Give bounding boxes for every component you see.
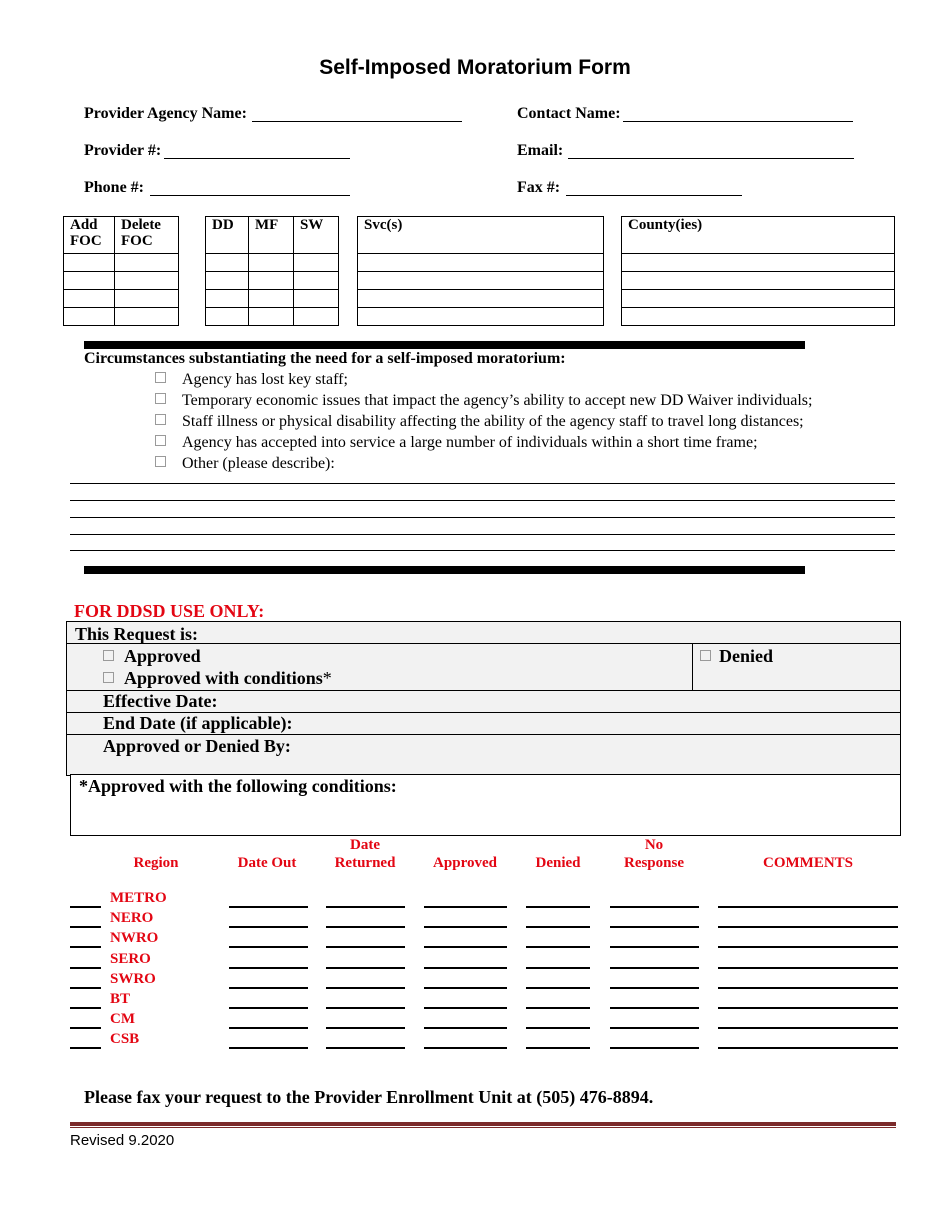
revision-date: Revised 9.2020	[70, 1132, 175, 1149]
table-cell[interactable]	[358, 254, 604, 272]
approved-option[interactable]	[103, 646, 201, 667]
table-cell[interactable]	[293, 272, 338, 290]
routing-entry-line[interactable]	[424, 906, 507, 908]
table-cell[interactable]	[206, 272, 249, 290]
routing-entry-line[interactable]	[326, 1047, 405, 1049]
phone-label: Phone #:	[84, 179, 144, 196]
routing-entry-line[interactable]	[718, 967, 898, 969]
waiver-table	[205, 216, 339, 326]
region-check-line[interactable]	[70, 1007, 101, 1009]
approved-by-label: Approved or Denied By:	[103, 736, 291, 756]
routing-entry-line[interactable]	[229, 1047, 308, 1049]
checkbox-label: Staff illness or physical disability affecting the ability of the agency staff to travel long distances;	[182, 413, 804, 430]
fax-field[interactable]	[566, 195, 742, 196]
region-name: METRO	[110, 890, 167, 906]
routing-entry-line[interactable]	[718, 1047, 898, 1049]
routing-entry-line[interactable]	[610, 1047, 699, 1049]
checkbox-other[interactable]	[155, 455, 335, 473]
table-cell[interactable]	[248, 290, 293, 308]
header-approved: Approved	[433, 855, 497, 871]
table-cell[interactable]	[115, 308, 179, 326]
routing-entry-line[interactable]	[424, 987, 507, 989]
routing-entry-line[interactable]	[718, 1027, 898, 1029]
checkbox-large-intake[interactable]	[155, 434, 758, 452]
checkbox-lost-staff[interactable]	[155, 371, 348, 389]
describe-line[interactable]	[70, 550, 895, 551]
section-divider	[84, 566, 805, 574]
describe-line[interactable]	[70, 534, 895, 535]
region-check-line[interactable]	[70, 987, 101, 989]
page-title: Self-Imposed Moratorium Form	[319, 56, 631, 79]
circumstances-title: Circumstances substantiating the need for a self-imposed moratorium:	[84, 350, 566, 367]
checkbox-label: Agency has accepted into service a large number of individuals within a short time frame;	[182, 434, 758, 451]
routing-entry-line[interactable]	[326, 967, 405, 969]
table-cell[interactable]	[358, 290, 604, 308]
header-comments: COMMENTS	[763, 855, 853, 871]
checkbox-icon	[155, 456, 166, 467]
routing-entry-line[interactable]	[229, 967, 308, 969]
routing-entry-line[interactable]	[610, 906, 699, 908]
foc-table	[63, 216, 179, 326]
routing-entry-line[interactable]	[229, 946, 308, 948]
row-divider	[67, 734, 900, 735]
provider-number-label: Provider #:	[84, 142, 162, 159]
end-date-label: End Date (if applicable):	[103, 713, 293, 733]
checkbox-illness[interactable]	[155, 413, 804, 431]
county-table	[621, 216, 895, 326]
describe-line[interactable]	[70, 483, 895, 484]
table-cell[interactable]	[622, 272, 895, 290]
region-name: SWRO	[110, 970, 156, 987]
table-cell[interactable]	[206, 254, 249, 272]
region-check-line[interactable]	[70, 967, 101, 969]
mf-header: MF	[248, 217, 293, 254]
header-no-response: No Response	[623, 837, 684, 871]
routing-entry-line[interactable]	[718, 946, 898, 948]
region-name: SERO	[110, 950, 151, 967]
svc-header: Svc(s)	[358, 217, 604, 254]
routing-entry-line[interactable]	[526, 967, 590, 969]
table-cell[interactable]	[622, 254, 895, 272]
routing-entry-line[interactable]	[718, 1007, 898, 1009]
routing-entry-line[interactable]	[526, 906, 590, 908]
routing-entry-line[interactable]	[610, 967, 699, 969]
approved-conditions-option[interactable]	[103, 668, 332, 689]
provider-agency-field[interactable]	[252, 121, 462, 122]
region-check-line[interactable]	[70, 1047, 101, 1049]
checkbox-label: Temporary economic issues that impact the agency’s ability to accept new DD Waiver individuals;	[182, 392, 813, 409]
table-cell[interactable]	[64, 254, 115, 272]
table-cell[interactable]	[115, 290, 179, 308]
table-cell[interactable]	[622, 290, 895, 308]
routing-entry-line[interactable]	[610, 926, 699, 928]
routing-entry-line[interactable]	[229, 1007, 308, 1009]
table-cell[interactable]	[293, 308, 338, 326]
routing-entry-line[interactable]	[610, 987, 699, 989]
ddsd-table	[66, 621, 901, 776]
table-cell[interactable]	[248, 254, 293, 272]
routing-entry-line[interactable]	[326, 1027, 405, 1029]
routing-entry-line[interactable]	[526, 1007, 590, 1009]
routing-entry-line[interactable]	[424, 926, 507, 928]
checkbox-label: Agency has lost key staff;	[182, 371, 348, 388]
checkbox-icon	[700, 650, 711, 661]
provider-agency-label: Provider Agency Name:	[84, 105, 247, 122]
checkbox-icon	[155, 435, 166, 446]
services-table	[357, 216, 604, 326]
routing-entry-line[interactable]	[718, 987, 898, 989]
table-cell[interactable]	[206, 308, 249, 326]
effective-date-label: Effective Date:	[103, 691, 218, 711]
region-name: NWRO	[110, 930, 159, 947]
region-check-line[interactable]	[70, 946, 101, 948]
routing-entry-line[interactable]	[424, 967, 507, 969]
routing-entry-line[interactable]	[424, 946, 507, 948]
table-cell[interactable]	[293, 254, 338, 272]
region-check-line[interactable]	[70, 926, 101, 928]
section-divider	[84, 341, 805, 349]
region-check-line[interactable]	[70, 906, 101, 908]
fax-label: Fax #:	[517, 179, 561, 196]
region-name: NERO	[110, 910, 154, 927]
region-name: BT	[110, 991, 131, 1007]
routing-entry-line[interactable]	[326, 906, 405, 908]
table-cell[interactable]	[64, 272, 115, 290]
sw-header: SW	[293, 217, 338, 254]
table-cell[interactable]	[64, 290, 115, 308]
denied-label: Denied	[719, 646, 773, 666]
contact-name-label: Contact Name:	[517, 105, 621, 122]
routing-entry-line[interactable]	[229, 926, 308, 928]
routing-entry-line[interactable]	[718, 906, 898, 908]
routing-entry-line[interactable]	[229, 906, 308, 908]
region-check-line[interactable]	[70, 1027, 101, 1029]
describe-line[interactable]	[70, 517, 895, 518]
email-field[interactable]	[568, 158, 854, 159]
routing-entry-line[interactable]	[610, 1007, 699, 1009]
routing-entry-line[interactable]	[526, 946, 590, 948]
checkbox-icon	[155, 393, 166, 404]
routing-entry-line[interactable]	[229, 987, 308, 989]
table-cell[interactable]	[115, 254, 179, 272]
header-date-returned: Date Returned	[334, 837, 396, 871]
checkbox-icon	[155, 372, 166, 383]
header-denied: Denied	[535, 855, 581, 871]
email-label: Email:	[517, 142, 564, 159]
checkbox-icon	[155, 414, 166, 425]
routing-entry-line[interactable]	[526, 987, 590, 989]
routing-entry-line[interactable]	[326, 926, 405, 928]
provider-number-field[interactable]	[164, 158, 350, 159]
denied-option[interactable]	[700, 646, 773, 667]
table-cell[interactable]	[115, 272, 179, 290]
phone-field[interactable]	[150, 195, 350, 196]
conditions-label: *Approved with the following conditions:	[79, 776, 397, 796]
fax-instructions: Please fax your request to the Provider Enrollment Unit at (505) 476-8894.	[84, 1087, 654, 1107]
approved-label: Approved	[124, 646, 201, 666]
footer-rule	[70, 1122, 896, 1126]
routing-entry-line[interactable]	[610, 946, 699, 948]
table-cell[interactable]	[64, 308, 115, 326]
table-cell[interactable]	[358, 308, 604, 326]
routing-entry-line[interactable]	[610, 1027, 699, 1029]
add-foc-header: Add FOC	[64, 217, 115, 254]
request-is-label: This Request is:	[75, 624, 199, 644]
checkbox-economic[interactable]	[155, 392, 812, 410]
table-cell[interactable]	[206, 290, 249, 308]
table-cell[interactable]	[248, 308, 293, 326]
checkbox-icon	[103, 672, 114, 683]
checkbox-icon	[103, 650, 114, 661]
header-date-out: Date Out	[237, 855, 297, 871]
routing-entry-line[interactable]	[326, 946, 405, 948]
routing-entry-line[interactable]	[718, 926, 898, 928]
table-cell[interactable]	[293, 290, 338, 308]
describe-line[interactable]	[70, 500, 895, 501]
routing-entry-line[interactable]	[326, 1007, 405, 1009]
approved-conditions-label: Approved with conditions	[124, 668, 323, 688]
routing-entry-line[interactable]	[326, 987, 405, 989]
county-header: County(ies)	[622, 217, 895, 254]
routing-entry-line[interactable]	[526, 1027, 590, 1029]
routing-entry-line[interactable]	[229, 1027, 308, 1029]
region-name: CM	[110, 1011, 135, 1028]
routing-entry-line[interactable]	[526, 926, 590, 928]
ddsd-heading: FOR DDSD USE ONLY:	[74, 601, 265, 621]
table-cell[interactable]	[622, 308, 895, 326]
routing-entry-line[interactable]	[424, 1027, 507, 1029]
table-cell[interactable]	[248, 272, 293, 290]
table-cell[interactable]	[358, 272, 604, 290]
routing-entry-line[interactable]	[526, 1047, 590, 1049]
column-divider	[692, 644, 693, 691]
contact-name-field[interactable]	[623, 121, 853, 122]
checkbox-label: Other (please describe):	[182, 455, 335, 472]
dd-header: DD	[206, 217, 249, 254]
routing-entry-line[interactable]	[424, 1007, 507, 1009]
conditions-box[interactable]	[70, 774, 901, 836]
footer-rule	[70, 1127, 896, 1128]
header-region: Region	[133, 855, 179, 871]
asterisk-mark: *	[322, 668, 332, 688]
region-name: CSB	[110, 1031, 140, 1048]
delete-foc-header: Delete FOC	[115, 217, 179, 254]
routing-entry-line[interactable]	[424, 1047, 507, 1049]
